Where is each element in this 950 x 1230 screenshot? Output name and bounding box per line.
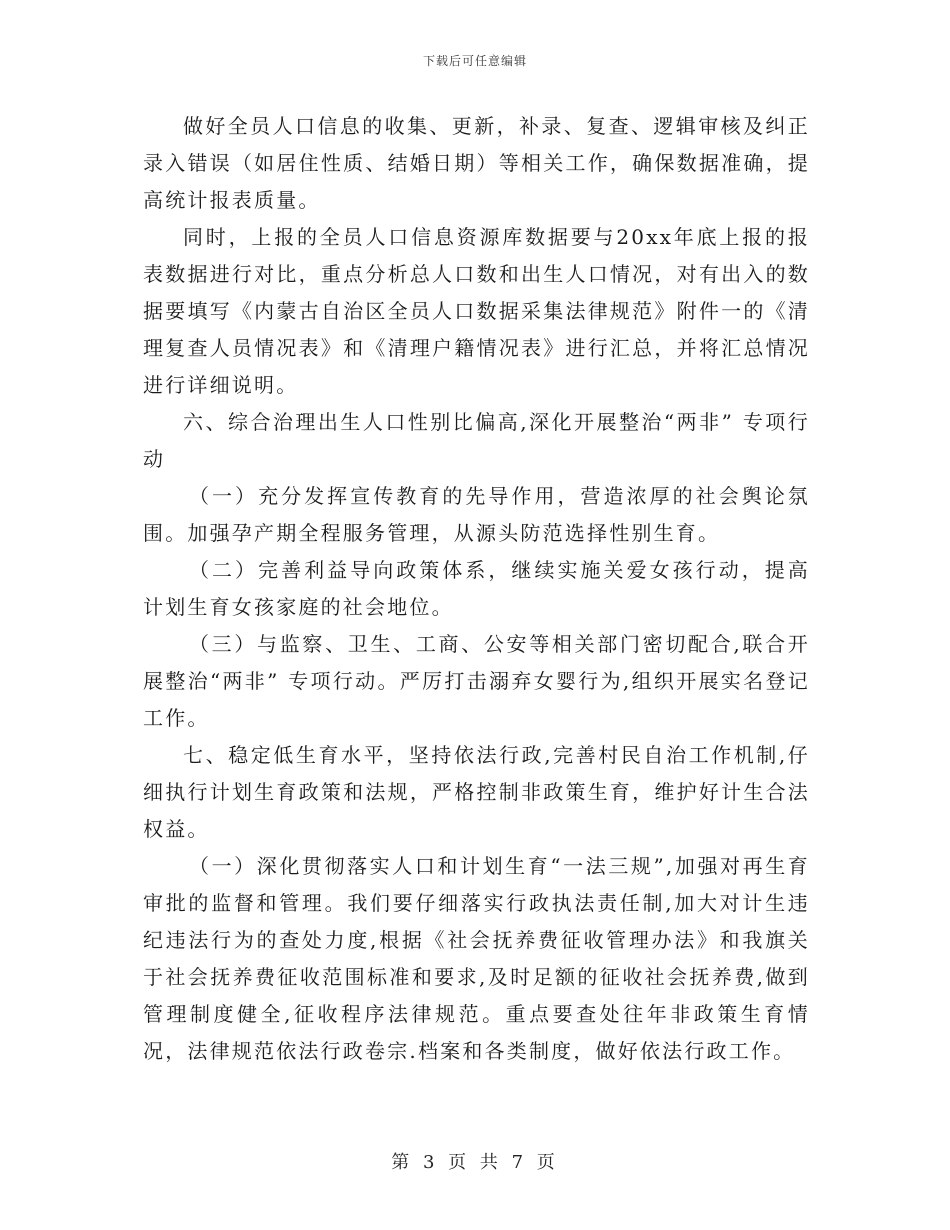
- page-header-note: 下载后可任意编辑: [422, 54, 527, 68]
- section-seven-heading: 七、稳定低生育水平，坚持依法行政,完善村民自治工作机制,仔细执行计划生育政策和法规，严格控制非政策生育，维护好计生合法权益。: [143, 743, 810, 841]
- section-six-item-1: （一）充分发挥宣传教育的先导作用，营造浓厚的社会舆论氛围。加强孕产期全程服务管理，从源头防范选择性别生育。: [143, 484, 810, 545]
- paragraph-data-comparison: 同时，上报的全员人口信息资源库数据要与20xx年底上报的报表数据进行对比，重点分析总人口数和出生人口情况，对有出入的数据要填写《内蒙古自治区全员人口数据采集法律规范》附件一的《清理复查人员情况表》和《清理户籍情况表》进行汇总，并将汇总情况进行详细说明。: [143, 225, 810, 397]
- section-six-item-2: （二）完善利益导向政策体系，继续实施关爱女孩行动，提高计划生育女孩家庭的社会地位。: [143, 558, 810, 619]
- section-six-heading: 六、综合治理出生人口性别比偏高,深化开展整治“两非” 专项行动: [143, 410, 810, 471]
- page-number: 第 3 页 共 7 页: [391, 1152, 559, 1173]
- section-six-item-3: （三）与监察、卫生、工商、公安等相关部门密切配合,联合开展整治“两非” 专项行动。严厉打击溺弃女婴行为,组织开展实名登记工作。: [143, 632, 810, 730]
- section-seven-item-1: （一）深化贯彻落实人口和计划生育“一法三规”,加强对再生育审批的监督和管理。我们要仔细落实行政执法责任制,加大对计生违纪违法行为的查处力度,根据《社会抚养费征收管理办法》和我旗关于社会抚养费征收范围标准和要求,及时足额的征收社会抚养费,做到管理制度健全,征收程序法律规范。重点要查处往年非政策生育情况，法律规范依法行政卷宗.档案和各类制度，做好依法行政工作。: [143, 854, 810, 1063]
- document-body: [143, 108, 810, 1070]
- paragraph-data-collection: 做好全员人口信息的收集、更新，补录、复查、逻辑审核及纠正录入错误（如居住性质、结婚日期）等相关工作，确保数据准确，提高统计报表质量。: [143, 114, 810, 212]
